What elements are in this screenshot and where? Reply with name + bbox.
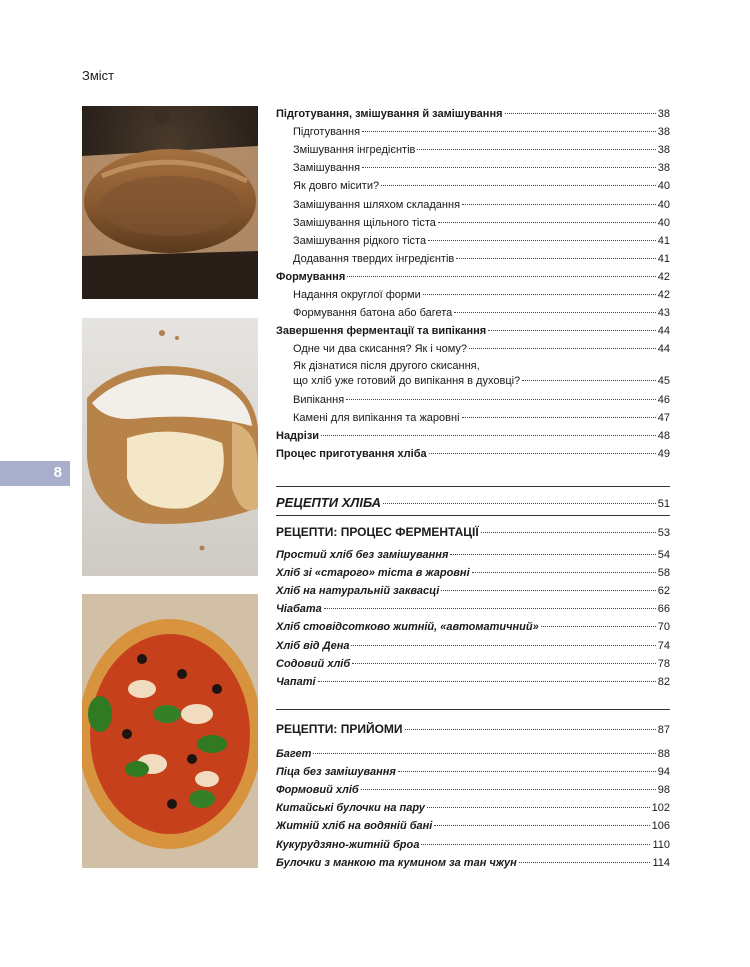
dot-leader bbox=[456, 257, 656, 259]
toc-entry[interactable] bbox=[276, 783, 670, 797]
toc-entry-title: РЕЦЕПТИ ХЛІБА bbox=[276, 495, 382, 510]
toc-entry-page: 46 bbox=[657, 393, 670, 406]
toc-entry-title: Чіабата bbox=[276, 603, 322, 616]
toc-entry-page: 62 bbox=[657, 585, 670, 598]
toc-entry[interactable] bbox=[276, 342, 670, 356]
dot-leader bbox=[405, 728, 656, 730]
toc-entry-page: 88 bbox=[657, 748, 670, 760]
dot-leader bbox=[519, 861, 651, 863]
toc-entry[interactable] bbox=[276, 675, 670, 689]
recipes-heading[interactable] bbox=[276, 496, 670, 511]
toc-entry-title: Хліб стовідсотково житній, «автоматичний» bbox=[276, 621, 539, 634]
dot-leader bbox=[522, 379, 656, 381]
toc-entry-title: Формування bbox=[276, 270, 346, 283]
toc-entry[interactable] bbox=[276, 584, 670, 598]
toc-entry[interactable] bbox=[276, 856, 670, 870]
dot-leader bbox=[362, 130, 656, 132]
toc-entry-title: Замішування щільного тіста bbox=[293, 216, 436, 229]
toc-entry-page: 38 bbox=[657, 144, 670, 157]
toc-entry[interactable] bbox=[276, 566, 670, 580]
dot-leader bbox=[462, 416, 656, 418]
dot-leader bbox=[313, 752, 655, 754]
toc-entry-title: Замішування шляхом складання bbox=[293, 198, 461, 211]
toc-entry-page: 38 bbox=[657, 108, 670, 120]
dot-leader bbox=[381, 184, 656, 186]
toc-entry-page: 106 bbox=[651, 820, 670, 833]
toc-entry-page: 58 bbox=[657, 567, 670, 580]
sugared-bread-photo bbox=[82, 318, 258, 576]
toc-entry[interactable] bbox=[276, 393, 670, 407]
toc-entry[interactable] bbox=[276, 447, 670, 461]
toc-entry-page: 102 bbox=[651, 802, 670, 815]
toc-entry-page: 87 bbox=[657, 724, 670, 736]
dot-leader bbox=[362, 166, 656, 168]
dot-leader bbox=[488, 329, 656, 331]
toc-entry[interactable] bbox=[276, 602, 670, 616]
toc-entry-page: 45 bbox=[657, 375, 670, 388]
toc-entry-title: Підготування, змішування й замішування bbox=[276, 108, 503, 120]
toc-entry-title: Простий хліб без замішування bbox=[276, 549, 449, 561]
dot-leader bbox=[398, 770, 656, 772]
dot-leader bbox=[481, 531, 656, 533]
section-divider bbox=[276, 486, 670, 487]
toc-entry-page: 70 bbox=[657, 621, 670, 634]
toc-entry-title: Хліб на натуральній заквасці bbox=[276, 585, 440, 598]
dot-leader bbox=[352, 662, 656, 664]
toc-entry[interactable] bbox=[276, 161, 670, 175]
toc-entry-title: РЕЦЕПТИ: ПРОЦЕС ФЕРМЕНТАЦІЇ bbox=[276, 525, 479, 539]
toc-entry-title: Надрізи bbox=[276, 429, 320, 442]
toc-entry-page: 41 bbox=[657, 252, 670, 265]
dot-leader bbox=[434, 824, 649, 826]
toc-entry[interactable] bbox=[276, 252, 670, 266]
toc-entry[interactable] bbox=[276, 324, 670, 338]
toc-entry-title: Формування батона або багета bbox=[293, 307, 453, 320]
toc-entry-page: 40 bbox=[657, 216, 670, 229]
toc-entry-title: Камені для випікання та жаровні bbox=[293, 411, 460, 424]
toc-entry[interactable] bbox=[276, 374, 670, 388]
toc-entry-title: Як довго місити? bbox=[293, 180, 380, 193]
techniques-heading[interactable] bbox=[276, 722, 670, 737]
toc-entry[interactable] bbox=[276, 198, 670, 212]
toc-entry-title: Чапаті bbox=[276, 675, 316, 688]
toc-entry-page: 40 bbox=[657, 198, 670, 211]
toc-entry-page: 66 bbox=[657, 603, 670, 616]
toc-entry[interactable] bbox=[276, 216, 670, 230]
toc-entry[interactable] bbox=[276, 143, 670, 157]
toc-entry[interactable] bbox=[276, 801, 670, 815]
toc-entry-title: Формовий хліб bbox=[276, 784, 359, 797]
dot-leader bbox=[346, 398, 656, 400]
toc-entry-title: Надання округлої форми bbox=[293, 289, 421, 301]
page-header-title: Зміст bbox=[82, 68, 115, 83]
dot-leader bbox=[428, 239, 656, 241]
dot-leader bbox=[462, 203, 656, 205]
dot-leader bbox=[438, 221, 656, 223]
dot-leader bbox=[351, 644, 655, 646]
toc-entry-page: 51 bbox=[657, 498, 670, 510]
dot-leader bbox=[450, 553, 655, 555]
toc-entry-title: Підготування bbox=[293, 126, 361, 139]
toc-entry-title: Додавання твердих інгредієнтів bbox=[293, 252, 455, 265]
toc-entry-page: 42 bbox=[657, 270, 670, 283]
toc-entry[interactable] bbox=[276, 765, 670, 779]
page-number: 8 bbox=[53, 464, 62, 481]
toc-entry[interactable] bbox=[276, 620, 670, 634]
toc-entry[interactable] bbox=[276, 838, 670, 852]
toc-entry-page: 42 bbox=[657, 289, 670, 301]
toc-entry-title: РЕЦЕПТИ: ПРИЙОМИ bbox=[276, 722, 403, 736]
toc-entry-title: Кукурудзяно-житній броа bbox=[276, 838, 420, 851]
toc-entry-page: 40 bbox=[657, 180, 670, 193]
toc-entry-page: 74 bbox=[657, 639, 670, 652]
toc-entry-title: Хліб від Дена bbox=[276, 639, 350, 652]
toc-entry[interactable] bbox=[276, 548, 670, 562]
dot-leader bbox=[347, 275, 656, 277]
toc-entry-page: 47 bbox=[657, 411, 670, 424]
toc-entry[interactable] bbox=[276, 411, 670, 425]
toc-entry[interactable] bbox=[276, 107, 670, 121]
dot-leader bbox=[472, 571, 656, 573]
page-number-tab bbox=[0, 461, 70, 486]
dot-leader bbox=[429, 452, 656, 454]
fermentation-heading[interactable] bbox=[276, 525, 670, 540]
toc-entry[interactable] bbox=[276, 234, 670, 248]
toc-entry-page: 82 bbox=[657, 675, 670, 688]
dot-leader bbox=[417, 148, 655, 150]
toc-entry-title: Хліб зі «старого» тіста в жаровні bbox=[276, 567, 470, 580]
dot-leader bbox=[421, 843, 650, 845]
section-divider bbox=[276, 515, 670, 516]
toc-entry-page: 38 bbox=[657, 126, 670, 139]
toc-entry[interactable] bbox=[276, 429, 670, 443]
dot-leader bbox=[318, 680, 656, 682]
toc-entry-page: 44 bbox=[657, 325, 670, 338]
toc-entry[interactable] bbox=[276, 306, 670, 320]
dot-leader bbox=[505, 112, 656, 114]
dot-leader bbox=[454, 311, 655, 313]
toc-entry-page: 48 bbox=[657, 429, 670, 442]
dot-leader bbox=[469, 347, 656, 349]
toc-entry[interactable] bbox=[276, 657, 670, 671]
toc-entry-title: Замішування bbox=[293, 162, 361, 175]
toc-entry-page: 43 bbox=[657, 307, 670, 320]
toc-entry-title: Багет bbox=[276, 748, 312, 760]
dot-leader bbox=[321, 434, 656, 436]
toc-entry-page: 78 bbox=[657, 657, 670, 670]
toc-entry-page: 110 bbox=[652, 838, 670, 851]
toc-entry-title: Замішування рідкого тіста bbox=[293, 234, 427, 247]
toc-entry-title: Піца без замішування bbox=[276, 766, 396, 779]
bread-loaf-photo bbox=[82, 106, 258, 299]
toc-entry-page: 38 bbox=[657, 162, 670, 175]
toc-entry[interactable] bbox=[276, 639, 670, 653]
toc-entry-title: Одне чи два скисання? Як і чому? bbox=[293, 343, 468, 356]
toc-entry-title: Змішування інгредієнтів bbox=[293, 144, 416, 157]
toc-entry-title: Випікання bbox=[293, 393, 345, 406]
dot-leader bbox=[427, 806, 650, 808]
dot-leader bbox=[361, 788, 656, 790]
toc-entry[interactable] bbox=[276, 747, 670, 761]
toc-entry-title: Китайські булочки на пару bbox=[276, 802, 425, 815]
toc-entry-page: 49 bbox=[657, 447, 670, 460]
toc-entry[interactable] bbox=[276, 288, 670, 302]
section-divider bbox=[276, 709, 670, 710]
dot-leader bbox=[441, 589, 655, 591]
dot-leader bbox=[324, 607, 656, 609]
toc-entry-page: 44 bbox=[657, 343, 670, 356]
toc-entry-page: 94 bbox=[657, 766, 670, 779]
toc-entry[interactable] bbox=[276, 125, 670, 139]
toc-entry[interactable] bbox=[276, 270, 670, 284]
toc-entry[interactable] bbox=[276, 179, 670, 193]
dot-leader bbox=[383, 502, 656, 504]
toc-entry-title: що хліб уже готовий до випікання в духовці? bbox=[293, 375, 521, 388]
toc-entry-title-line1: Як дізнатися після другого скисання, bbox=[293, 360, 480, 373]
toc-entry-title: Содовий хліб bbox=[276, 657, 351, 670]
dot-leader bbox=[541, 625, 656, 627]
toc-entry-page: 114 bbox=[652, 856, 670, 869]
toc-entry[interactable] bbox=[276, 819, 670, 833]
toc-entry-title: Житній хліб на водяній бані bbox=[276, 820, 433, 833]
toc-entry-page: 98 bbox=[657, 784, 670, 797]
toc-entry-title: Завершення ферментації та випікання bbox=[276, 325, 487, 338]
dot-leader bbox=[423, 293, 656, 295]
toc-entry-page: 53 bbox=[657, 527, 670, 539]
toc-entry-page: 54 bbox=[657, 549, 670, 561]
toc-entry-title: Процес приготування хліба bbox=[276, 447, 427, 460]
toc-entry-title: Булочки з манкою та кумином за тан чжун bbox=[276, 856, 517, 869]
pizza-photo bbox=[82, 594, 258, 868]
toc-entry-page: 41 bbox=[657, 234, 670, 247]
